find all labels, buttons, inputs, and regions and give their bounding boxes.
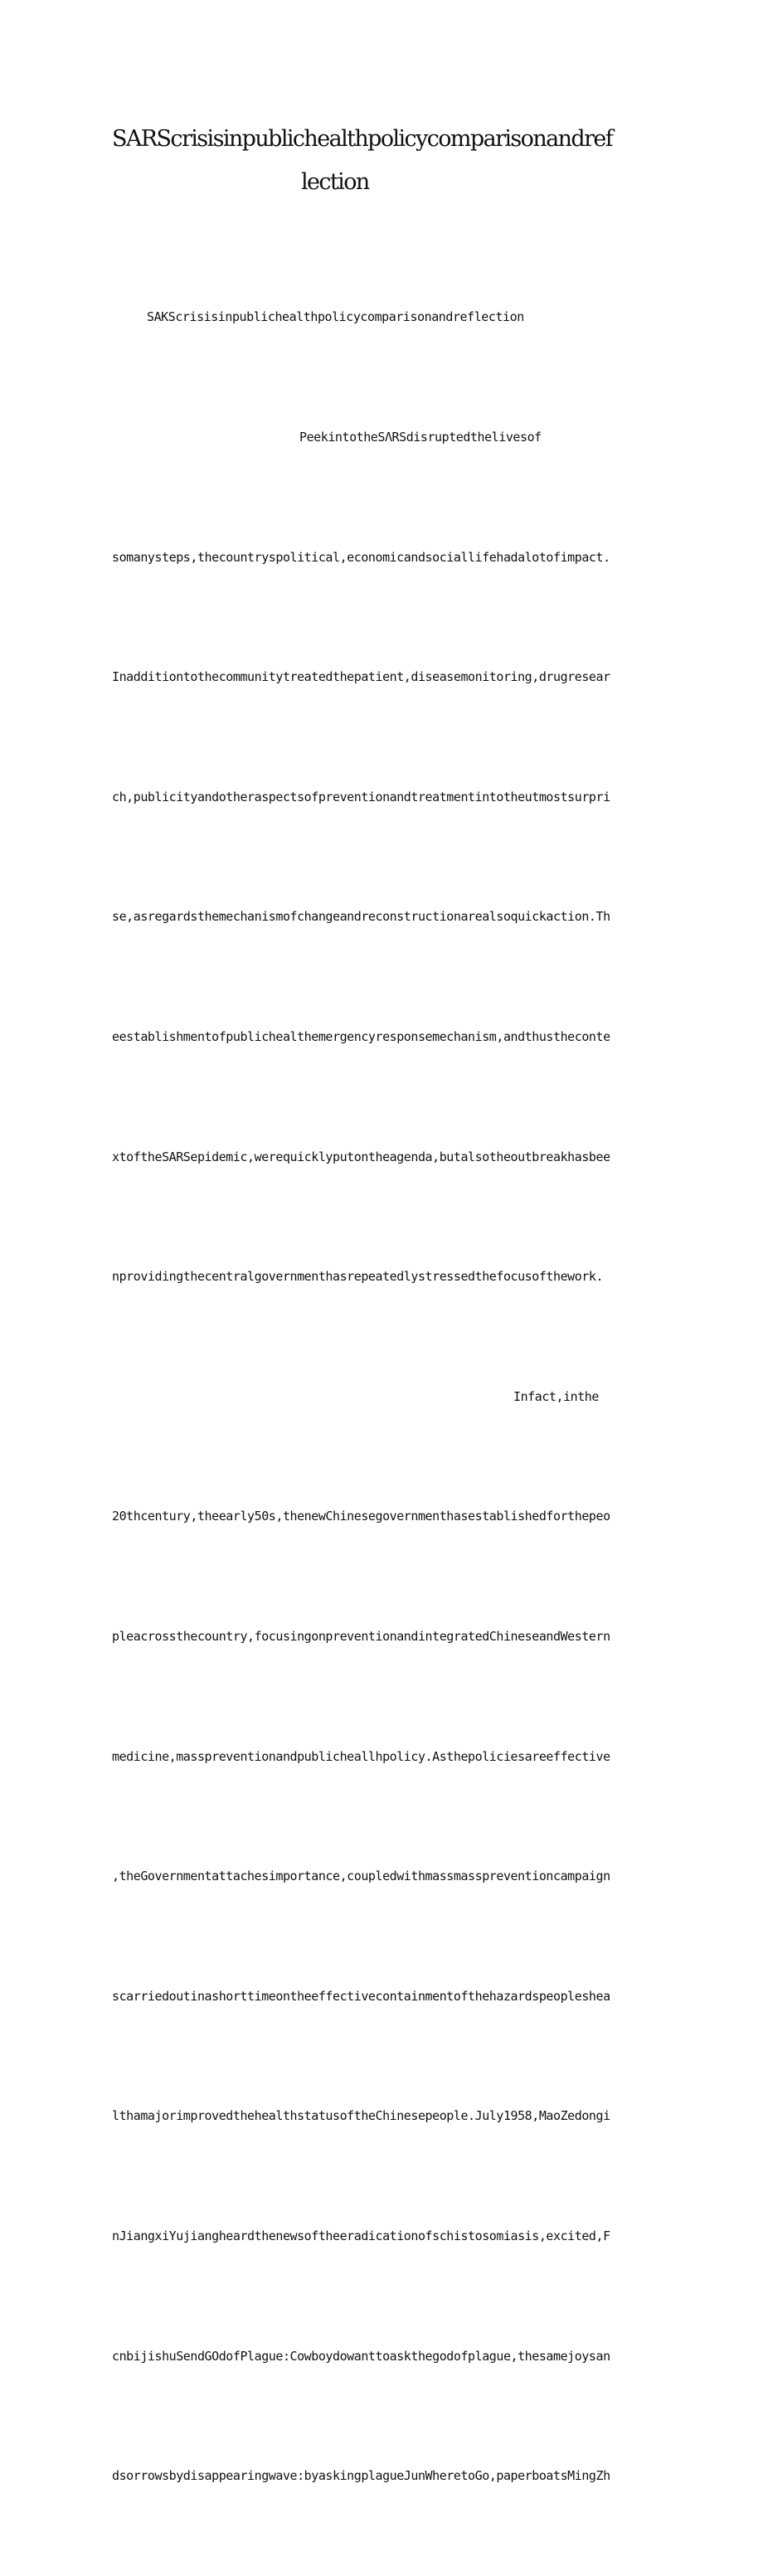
body-line: lthamajorimprovedthehealthstatusoftheChinesepeople.July1958,MaoZedongi xyxy=(112,2108,610,2124)
body-line: Infact,inthe xyxy=(513,1388,599,1404)
body-line: PeekintotheSΛRSdisruptedthelivesof xyxy=(299,430,542,445)
body-line: scarriedoutinashorttimeontheeffectivecontainmentofthehazardspeopleshea xyxy=(112,1988,610,2004)
body-line: eestablishmentofpublichealthemergencyresponsemechanism,andthustheconte xyxy=(112,1028,610,1044)
body-line: Inadditiontothecommunitytreatedthepatient,diseasemonitoring,drugresear xyxy=(112,669,610,685)
body-line: ch,publicityandotheraspectsofpreventionandtreatmentintotheutmostsurpri xyxy=(112,789,610,804)
body-line: medicine,masspreventionandpublicheallhpolicy.Asthepoliciesareeffective xyxy=(112,1748,610,1764)
title-line-2: lection xyxy=(301,169,369,195)
body-line: 20thcentury,theearly50s,thenewChinesegovernmenthasestablishedforthepeo xyxy=(112,1509,610,1524)
title-line-1: SARScrisisinpublichealthpolicycomparisonandref xyxy=(112,126,613,152)
body-line: ,theGovernmentattachesimportance,coupledwithmassmasspreventioncampaign xyxy=(112,1869,610,1884)
subtitle-line: SAKScrisisinpublichealthpolicycomparisonandreflection xyxy=(147,309,524,325)
body-line: xtoftheSARSepidemic,werequicklyputontheagenda,butalsotheoutbreakhasbee xyxy=(112,1149,610,1164)
body-line: nprovidingthecentralgovernmenthasrepeatedlystressedthefocusofthework. xyxy=(112,1269,604,1285)
body-line: dsorrowsbydisappearingwave:byaskingplagueJunWheretoGo,paperboatsMingZh xyxy=(112,2468,610,2484)
document-title xyxy=(112,118,651,204)
body-line: cnbijishuSendGOdofPlague:Cowboydowanttoaskthegodofplague,thesamejoysan xyxy=(112,2348,610,2364)
body-line: pleacrossthecountry,focusingonpreventionandintegratedChineseandWestern xyxy=(112,1628,610,1644)
body-line: nJiangxiYujiangheardthenewsoftheeradicationofschistosomiasis,excited,F xyxy=(112,2228,610,2243)
document-body xyxy=(112,217,651,2576)
body-line: se,asregardsthemechanismofchangeandreconstructionarealsoquickaction.Th xyxy=(112,909,610,925)
body-line: somanysteps,thecountryspolitical,economicandsociallifehadalotofimpact. xyxy=(112,549,610,565)
